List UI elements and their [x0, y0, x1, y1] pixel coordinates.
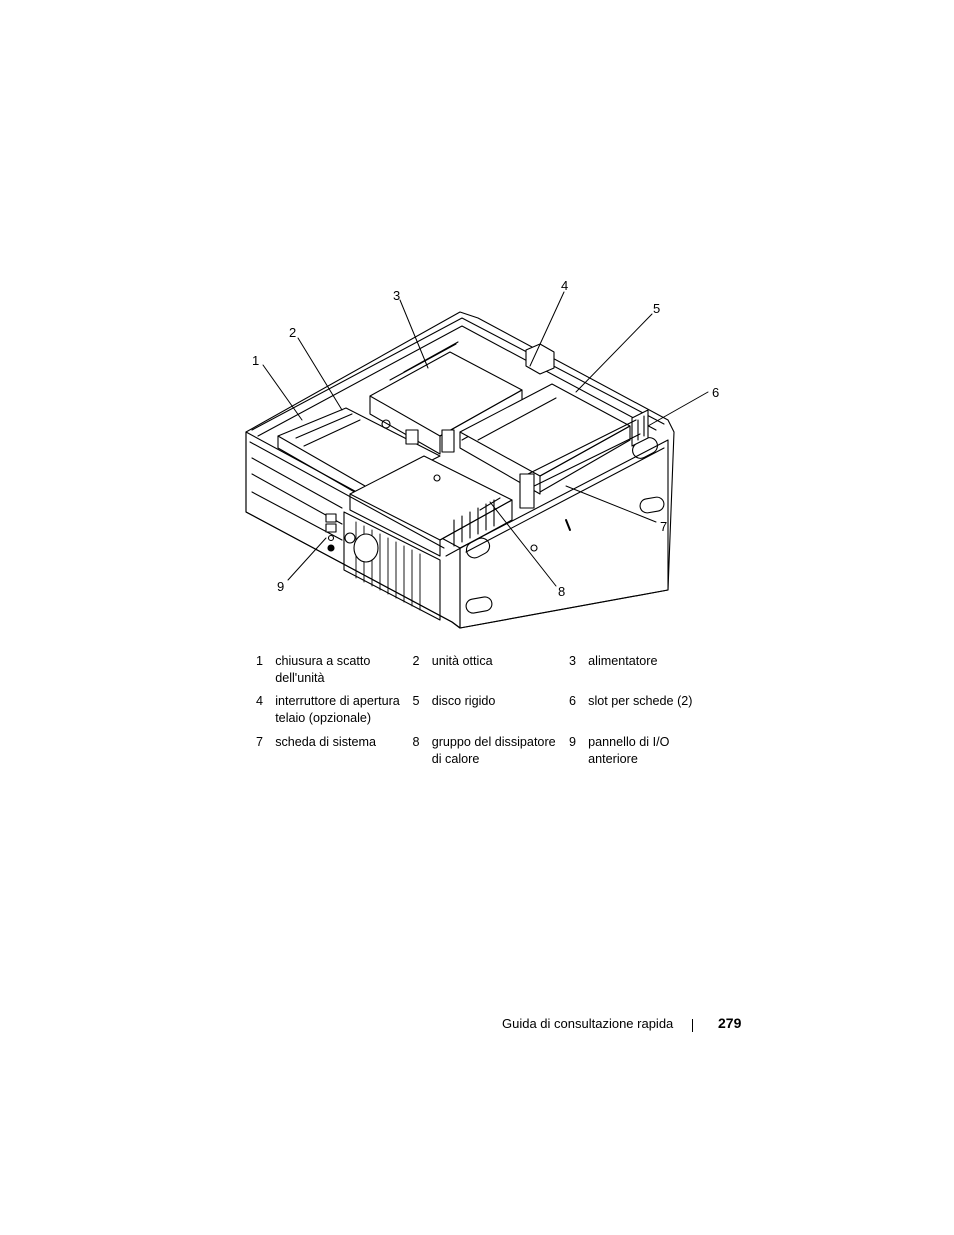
- legend-number: 8: [412, 735, 420, 749]
- legend-label: unità ottica: [431, 654, 493, 668]
- page-number: 279: [718, 1015, 742, 1031]
- legend-label: gruppo del dissipatore di calore: [431, 735, 556, 766]
- legend-label: scheda di sistema: [275, 735, 376, 749]
- callout-8: 8: [558, 584, 566, 599]
- legend-row: [252, 693, 722, 734]
- legend-label: chiusura a scatto dell'unità: [275, 654, 371, 685]
- legend-label: slot per schede (2): [588, 694, 693, 708]
- legend-number: 2: [412, 654, 420, 668]
- legend-number: 6: [568, 694, 576, 708]
- footer-separator: [692, 1019, 693, 1032]
- callout-5: 5: [653, 301, 661, 316]
- component-legend: [252, 653, 722, 768]
- callout-7: 7: [660, 519, 668, 534]
- callout-4: 4: [561, 278, 569, 293]
- legend-label: pannello di I/O anteriore: [588, 735, 670, 766]
- computer-chassis-illustration: [240, 278, 720, 633]
- legend-label: alimentatore: [588, 654, 658, 668]
- legend-row: [252, 734, 722, 768]
- legend-row: [252, 653, 722, 693]
- legend-number: 5: [412, 694, 420, 708]
- callout-3: 3: [393, 288, 401, 303]
- legend-number: 7: [256, 735, 264, 749]
- legend-number: 3: [568, 654, 576, 668]
- legend-number: 4: [256, 694, 264, 708]
- callout-9: 9: [277, 579, 285, 594]
- footer-title: Guida di consultazione rapida: [502, 1016, 674, 1031]
- legend-number: 9: [568, 735, 576, 749]
- callout-1: 1: [252, 353, 260, 368]
- callout-6: 6: [712, 385, 720, 400]
- callout-2: 2: [289, 325, 297, 340]
- legend-label: disco rigido: [431, 694, 496, 708]
- legend-label: interruttore di apertura telaio (opzionale): [275, 694, 400, 725]
- legend-number: 1: [256, 654, 264, 668]
